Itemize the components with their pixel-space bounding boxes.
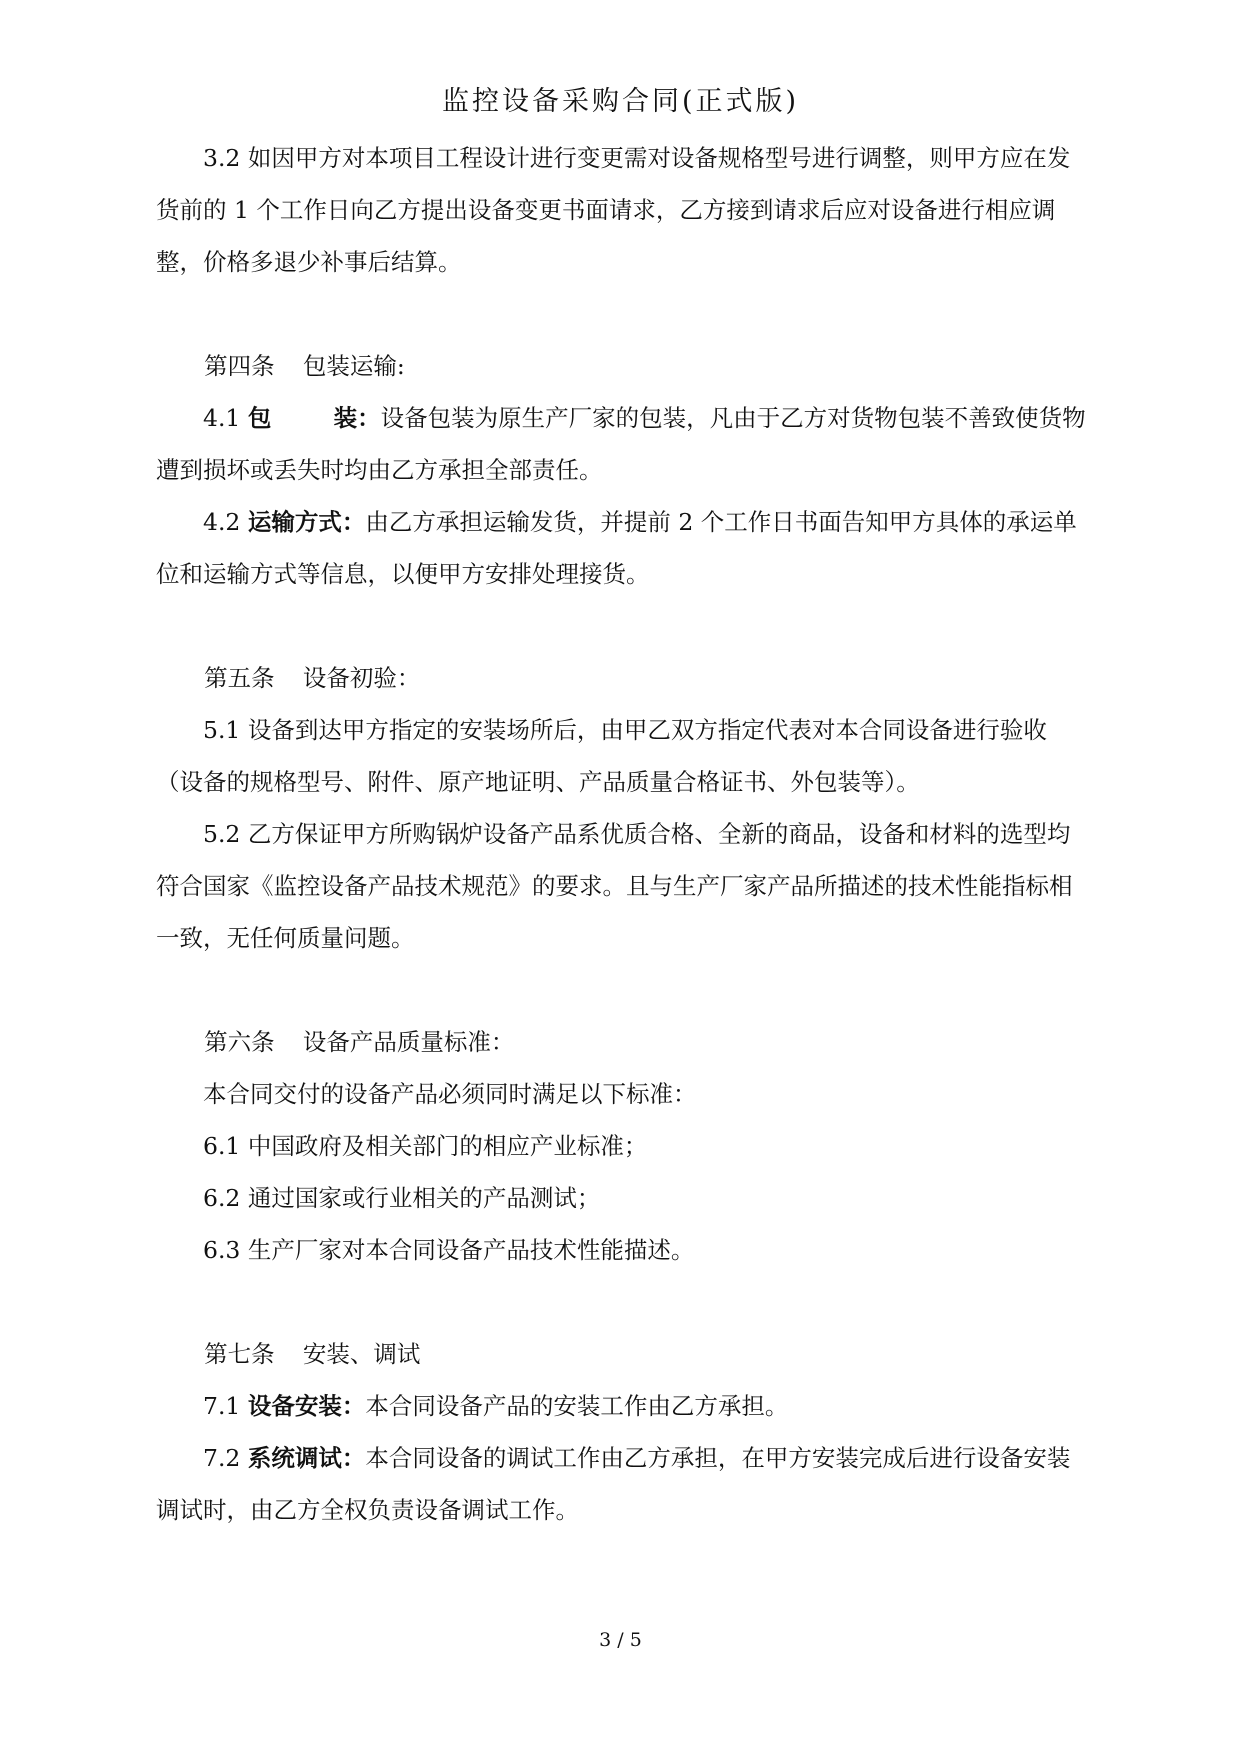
clause-6-3-item: 6.3 生产厂家对本合同设备产品技术性能描述。 (203, 1236, 695, 1264)
clause-7-heading (156, 1328, 1090, 1380)
clause-7-title: 安装、调试 (302, 1340, 421, 1368)
clause-5-title: 设备初验： (302, 664, 421, 692)
clause-5-heading (156, 652, 1090, 704)
clause-4-title: 包装运输: (302, 352, 405, 380)
clause-6-title: 设备产品质量标准： (302, 1028, 515, 1056)
document-body (156, 132, 1090, 1536)
clause-4-number: 第四条 (204, 352, 275, 380)
clause-7-2-paragraph (156, 1432, 1090, 1536)
clause-7-1-paragraph (156, 1380, 1090, 1432)
section-spacer (156, 1276, 1090, 1328)
clause-4-2-paragraph (156, 496, 1090, 600)
section-spacer (156, 288, 1090, 340)
clause-7-2-number: 7.2 (203, 1444, 248, 1472)
clause-7-1-text: 本合同设备产品的安装工作由乙方承担。 (365, 1392, 789, 1420)
clause-4-2-label: 运输方式： (247, 508, 366, 536)
clause-6-heading (156, 1016, 1090, 1068)
section-spacer (156, 600, 1090, 652)
clause-7-2-label: 系统调试： (247, 1444, 366, 1472)
clause-5-number: 第五条 (204, 664, 275, 692)
clause-7-number: 第七条 (204, 1340, 275, 1368)
clause-4-2-number: 4.2 (203, 508, 248, 536)
page-number: 3 / 5 (599, 1629, 642, 1651)
clause-3-2-paragraph: 3.2 如因甲方对本项目工程设计进行变更需对设备规格型号进行调整，则甲方应在发货前的 1 个工作日向乙方提出设备变更书面请求，乙方接到请求后应对设备进行相应调整，价格多退少补事后结算。 (156, 144, 1071, 276)
document-title: 监控设备采购合同(正式版) (441, 86, 800, 117)
clause-4-1-paragraph (156, 392, 1090, 496)
clause-4-1-text: 设备包装为原生产厂家的包装，凡由于乙方对货物包装不善致使货物遭到损坏或丢失时均由乙方承担全部责任。 (156, 404, 1086, 484)
clause-6-1-item: 6.1 中国政府及相关部门的相应产业标准； (203, 1132, 648, 1160)
clause-7-1-number: 7.1 (203, 1392, 248, 1420)
clause-4-2-text: 由乙方承担运输发货，并提前 2 个工作日书面告知甲方具体的承运单位和运输方式等信息，以便甲方安排处理接货。 (156, 508, 1077, 588)
clause-5-2-paragraph: 5.2 乙方保证甲方所购锅炉设备产品系优质合格、全新的商品，设备和材料的选型均符合国家《监控设备产品技术规范》的要求。且与生产厂家产品所描述的技术性能指标相一致，无任何质量问题。 (156, 820, 1073, 952)
clause-4-1-label-first: 包 (247, 404, 334, 432)
clause-6-intro: 本合同交付的设备产品必须同时满足以下标准： (203, 1080, 697, 1108)
section-spacer (156, 964, 1090, 1016)
clause-6-2-item: 6.2 通过国家或行业相关的产品测试； (203, 1184, 601, 1212)
clause-7-2-text: 本合同设备的调试工作由乙方承担，在甲方安装完成后进行设备安装调试时，由乙方全权负责设备调试工作。 (156, 1444, 1071, 1524)
clause-7-1-label: 设备安装： (247, 1392, 366, 1420)
clause-5-1-paragraph: 5.1 设备到达甲方指定的安装场所后，由甲乙双方指定代表对本合同设备进行验收（设备的规格型号、附件、原产地证明、产品质量合格证书、外包装等）。 (156, 716, 1047, 796)
clause-4-1-number: 4.1 (203, 404, 248, 432)
clause-6-number: 第六条 (204, 1028, 275, 1056)
clause-4-heading (156, 340, 1090, 392)
clause-4-1-label-second: 装： (333, 404, 381, 432)
